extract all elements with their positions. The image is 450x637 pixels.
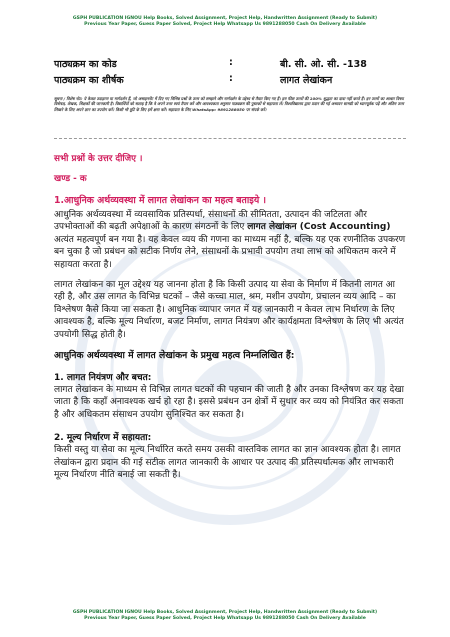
bottom-footer [0,610,450,622]
point-2-title: 2. मूल्य निर्धारण में सहायता: [54,433,152,444]
question-heading: 1.आधुनिक अर्थव्यवस्था में लागत लेखांकन का महत्व बताइये । [54,195,266,206]
course-code-value: बी. सी. ओ. सी. -138 [280,59,367,70]
header-line-2: Previous Year Paper, Guess Paper Solved, Project Help Whatsapp Us 9891288050 Cash On Delivery Available [84,22,366,27]
disclaimer-note: सूचना / विशेष नोट: ये केवल उदाहरण या मार्गदर्शन हैं, जो असाइनमेंट में दिए गए विभिन्न प्रश्नों के उत्तर को समझने और मार्गदर्शन के उद्देश्य से तैयार किए गए हैं। हम फीस उत्तरों की 100% शुद्धता का दावा नहीं करते हैं। इन उत्तरों का आधार विषय विशेषज्ञ, लेखक, शिक्षकों की जानकारी है। विद्यार्थियों को सलाह है कि वे अपने उत्तर स्वयं तैयार करें और आवश्यकता अनुसार पाठ्यक्रम की पुस्तकों से सहायता लें। विश्वविद्यालय द्वारा प्रदान की गई अध्ययन सामग्री को ध्यानपूर्वक पढ़ें और अंतिम उत्तर लिखने के लिए अपने ज्ञान का उपयोग करें। किसी भी त्रुटि के लिए हमें क्षमा करें। सहायता के लिए WhatsApp: 9891288050 पर संपर्क करें। [54,96,404,112]
answer-content [54,152,406,482]
point-1-title: 1. लागत नियंत्रण और बचत: [54,373,152,384]
course-title-label: पाठ्यक्रम का शीर्षक [54,75,124,86]
instruction-text: सभी प्रश्नों के उत्तर दीजिए । [54,154,143,164]
course-code-separator: : [229,57,233,68]
footer-line-2: Previous Year Paper, Guess Paper Solved, Project Help Whatsapp Us 9891288050 Cash On Delivery Available [84,616,366,621]
cost-accounting-term: लागत लेखांकन (Cost Accounting) [247,222,391,233]
point-2-text: किसी वस्तु या सेवा का मूल्य निर्धारित करते समय उसकी वास्तविक लागत का ज्ञान आवश्यक होता है। लागत लेखांकन द्वारा प्रदान की गई सटीक लागत जानकारी के आधार पर उत्पाद की प्रतिस्पर्धात्मक और लाभकारी मूल्य निर्धारण नीति बनाई जा सकती है। [54,445,401,481]
course-title-value: लागत लेखांकन [280,75,333,86]
importance-subheading: आधुनिक अर्थव्यवस्था में लागत लेखांकन के प्रमुख महत्व निम्नलिखित हैं: [54,350,295,362]
header-line-1: GSPH PUBLICATION IGNOU Help Books, Solved Assignment, Project Help, Handwritten Assignment (Ready to Submit) [72,16,378,21]
section-heading: खण्ड - क [54,174,87,184]
top-header [0,16,450,28]
paragraph-purpose: लागत लेखांकन का मूल उद्देश्य यह जानना होता है कि किसी उत्पाद या सेवा के निर्माण में कितनी लागत आ रही है, और उस लागत के विभिन्न घटकों – जैसे कच्चा माल, श्रम, मशीन उपयोग, प्रचालन व्यय आदि – का विश्लेषण कैसे किया जा सकता है। आधुनिक व्यापार जगत में यह जानकारी न केवल लाभ निर्धारण के लिए आवश्यक है, बल्कि मूल्य निर्धारण, बजट निर्माण, लागत नियंत्रण और कार्यक्षमता विश्लेषण के लिए भी अत्यंत उपयोगी सिद्ध होती है। [54,280,404,340]
divider-line [54,138,406,139]
course-title-separator: : [229,73,233,84]
course-code-label: पाठ्यक्रम का कोड [54,59,117,70]
paragraph-intro-end: अत्यंत महत्वपूर्ण बन गया है। यह केवल व्यय की गणना का माध्यम नहीं है, बल्कि यह एक रणनीतिक उपकरण बन चुका है जो प्रबंधन को सटीक निर्णय लेने, संसाधनों के प्रभावी उपयोग तथा लाभ को अधिकतम करने में सहायता करता है। [54,234,406,270]
course-title-row [54,73,406,89]
course-info-table [54,57,406,89]
course-code-row [54,57,406,73]
point-1-text: लागत लेखांकन के माध्यम से विभिन्न लागत घटकों की पहचान की जाती है और उनका विश्लेषण कर यह देखा जाता है कि कहाँ अनावश्यक खर्च हो रहा है। इससे प्रबंधन उन क्षेत्रों में सुधार कर व्यय को नियंत्रित कर सकता है और अधिकतम संसाधन उपयोग सुनिश्चित कर सकता है। [54,385,405,420]
paragraph-intro-start: आधुनिक अर्थव्यवस्था में व्यवसायिक प्रतिस्पर्धा, संसाधनों की सीमितता, उत्पादन की जटिलता और उपभोक्ताओं की बढ़ती अपेक्षाओं के कारण संगठनों के लिए [54,210,367,233]
paragraph-intro [54,209,406,271]
footer-line-1: GSPH PUBLICATION IGNOU Help Books, Solved Assignment, Project Help, Handwritten Assignment (Ready to Submit) [72,610,378,615]
